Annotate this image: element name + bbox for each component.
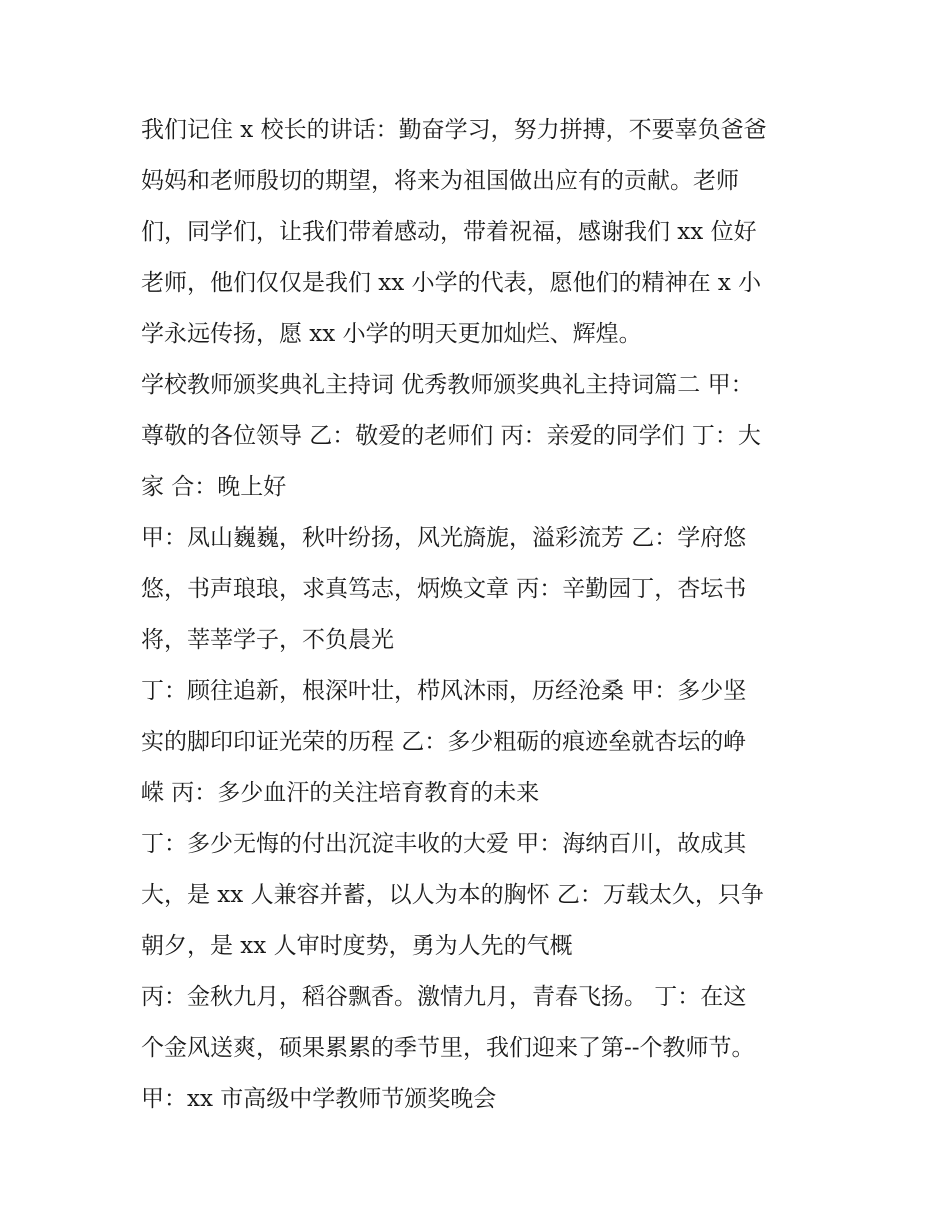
text-line: 个金风送爽，硕果累累的季节里，我们迎来了第--个教师节。 — [141, 1035, 755, 1061]
text-line: 大，是 xx 人兼容并蓄，以人为本的胸怀 乙：万载太久，只争 — [141, 882, 764, 908]
text-line: 嵘 丙：多少血汗的关注培育教育的未来 — [141, 780, 540, 806]
text-line: 将，莘莘学子，不负晨光 — [141, 627, 394, 653]
text-line: 学永远传扬，愿 xx 小学的明天更加灿烂、辉煌。 — [141, 321, 642, 347]
text-line: 丁：多少无悔的付出沉淀丰收的大爱 甲：海纳百川，故成其 — [141, 831, 747, 857]
text-line: 妈妈和老师殷切的期望，将来为祖国做出应有的贡献。老师 — [141, 168, 739, 194]
text-line: 老师，他们仅仅是我们 xx 小学的代表，愿他们的精神在 x 小 — [141, 270, 762, 296]
text-line: 学校教师颁奖典礼主持词 优秀教师颁奖典礼主持词篇二 甲： — [141, 372, 754, 398]
text-line: 甲：凤山巍巍，秋叶纷扬，风光旖旎，溢彩流芳 乙：学府悠 — [141, 525, 747, 551]
text-line: 甲：xx 市高级中学教师节颁奖晚会 — [141, 1086, 497, 1112]
text-line: 朝夕，是 xx 人审时度势，勇为人先的气概 — [141, 933, 573, 959]
text-line: 我们记住 x 校长的讲话：勤奋学习，努力拼搏，不要辜负爸爸 — [141, 117, 767, 143]
text-line: 尊敬的各位领导 乙：敬爱的老师们 丙：亲爱的同学们 丁：大 — [141, 423, 761, 449]
text-line: 家 合：晚上好 — [141, 474, 287, 500]
document-page — [141, 105, 811, 1125]
text-line: 实的脚印印证光荣的历程 乙：多少粗砺的痕迹垒就杏坛的峥 — [141, 729, 747, 755]
text-line: 悠，书声琅琅，求真笃志，炳焕文章 丙：辛勤园丁，杏坛书 — [141, 576, 747, 602]
text-line: 们，同学们，让我们带着感动，带着祝福，感谢我们 xx 位好 — [141, 219, 757, 245]
text-line: 丙：金秋九月，稻谷飘香。激情九月，青春飞扬。 丁：在这 — [141, 984, 747, 1010]
text-line: 丁：顾往追新，根深叶壮，栉风沐雨，历经沧桑 甲：多少坚 — [141, 678, 747, 704]
